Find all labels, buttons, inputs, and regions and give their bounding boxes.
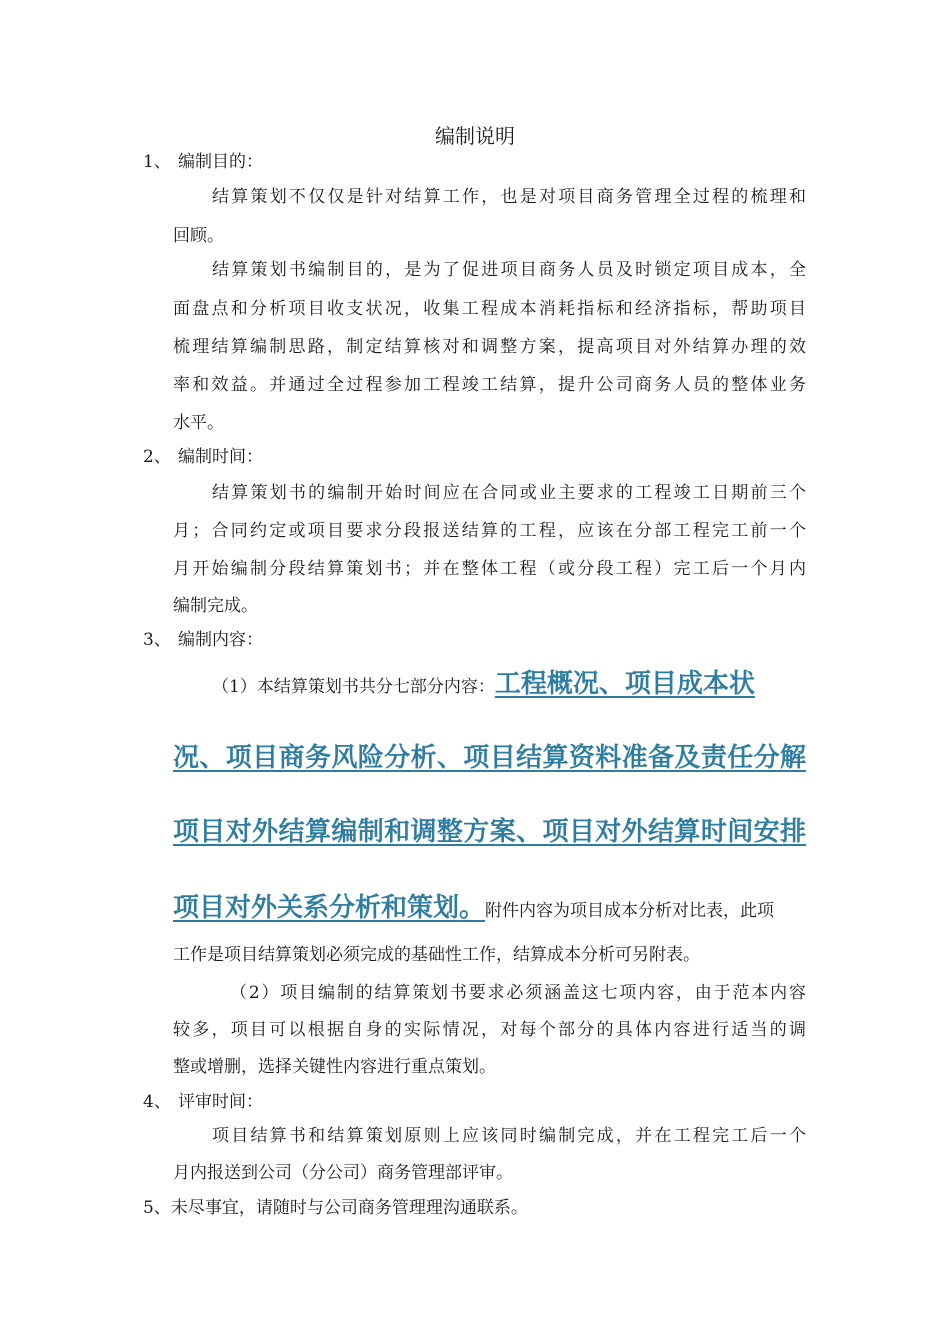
- section-title: 编制目的：: [178, 152, 263, 172]
- content-list-highlight: 项目对外关系分析和策划。: [173, 893, 486, 923]
- page-title: 编制说明: [435, 124, 515, 148]
- section-number: 2、: [143, 447, 171, 467]
- content-list-highlight: 况、项目商务风险分析、项目结算资料准备及责任分解: [173, 743, 806, 773]
- paragraph-line: 结算策划书的编制开始时间应在合同或业主要求的工程竣工日期前三个: [212, 483, 806, 503]
- paragraph-line: 水平。: [173, 413, 224, 433]
- section-number: 5、: [143, 1198, 171, 1218]
- section-title: 编制内容：: [178, 630, 263, 650]
- section-3-heading: [143, 628, 263, 652]
- content-list-highlight: 工程概况、项目成本状: [494, 669, 755, 699]
- paragraph-line: 回顾。: [173, 226, 224, 246]
- content-list-suffix: 附件内容为项目成本分析对比表，此项: [485, 901, 775, 921]
- paragraph-line: 项目结算书和结算策划原则上应该同时编制完成，并在工程完工后一个: [212, 1126, 806, 1146]
- section-5-heading: [143, 1196, 528, 1220]
- content-list-highlight: 项目对外结算编制和调整方案、项目对外结算时间安排: [173, 817, 806, 847]
- section-1-heading: [143, 150, 263, 174]
- paragraph-line: 结算策划书编制目的，是为了促进项目商务人员及时锁定项目成本，全: [212, 260, 806, 280]
- content-list-line: [173, 890, 806, 926]
- paragraph-line: 月开始编制分段结算策划书；并在整体工程（或分段工程）完工后一个月内: [173, 559, 806, 579]
- paragraph-line: 梳理结算编制思路，制定结算核对和调整方案，提高项目对外结算办理的效: [173, 337, 806, 357]
- paragraph-line: （2）项目编制的结算策划书要求必须涵盖这七项内容，由于范本内容: [230, 983, 806, 1003]
- section-4-heading: [143, 1090, 263, 1114]
- paragraph-line: 结算策划不仅仅是针对结算工作，也是对项目商务管理全过程的梳理和: [212, 187, 806, 207]
- paragraph-line: 编制完成。: [173, 596, 258, 616]
- section-number: 4、: [143, 1092, 171, 1112]
- section-number: 1、: [143, 152, 171, 172]
- content-list-line: [212, 666, 806, 702]
- paragraph-line: 整或增删，选择关键性内容进行重点策划。: [173, 1057, 496, 1077]
- section-2-heading: [143, 445, 263, 469]
- section-title: 未尽事宜，请随时与公司商务管理理沟通联系。: [170, 1198, 528, 1218]
- section-title: 编制时间：: [178, 447, 263, 467]
- paragraph-line: 较多，项目可以根据自身的实际情况，对每个部分的具体内容进行适当的调: [173, 1020, 806, 1040]
- paragraph-line: 月内报送到公司（分公司）商务管理部评审。: [173, 1163, 513, 1183]
- paragraph-line: 工作是项目结算策划必须完成的基础性工作，结算成本分析可另附表。: [173, 945, 700, 965]
- paragraph-line: 率和效益。并通过全过程参加工程竣工结算，提升公司商务人员的整体业务: [173, 375, 806, 395]
- section-title: 评审时间：: [178, 1092, 263, 1112]
- paragraph-line: 月；合同约定或项目要求分段报送结算的工程，应该在分部工程完工前一个: [173, 521, 806, 541]
- section-number: 3、: [143, 630, 171, 650]
- paragraph-line: 面盘点和分析项目收支状况，收集工程成本消耗指标和经济指标，帮助项目: [173, 299, 806, 319]
- content-list-prefix: （1）本结算策划书共分七部分内容：: [212, 677, 495, 697]
